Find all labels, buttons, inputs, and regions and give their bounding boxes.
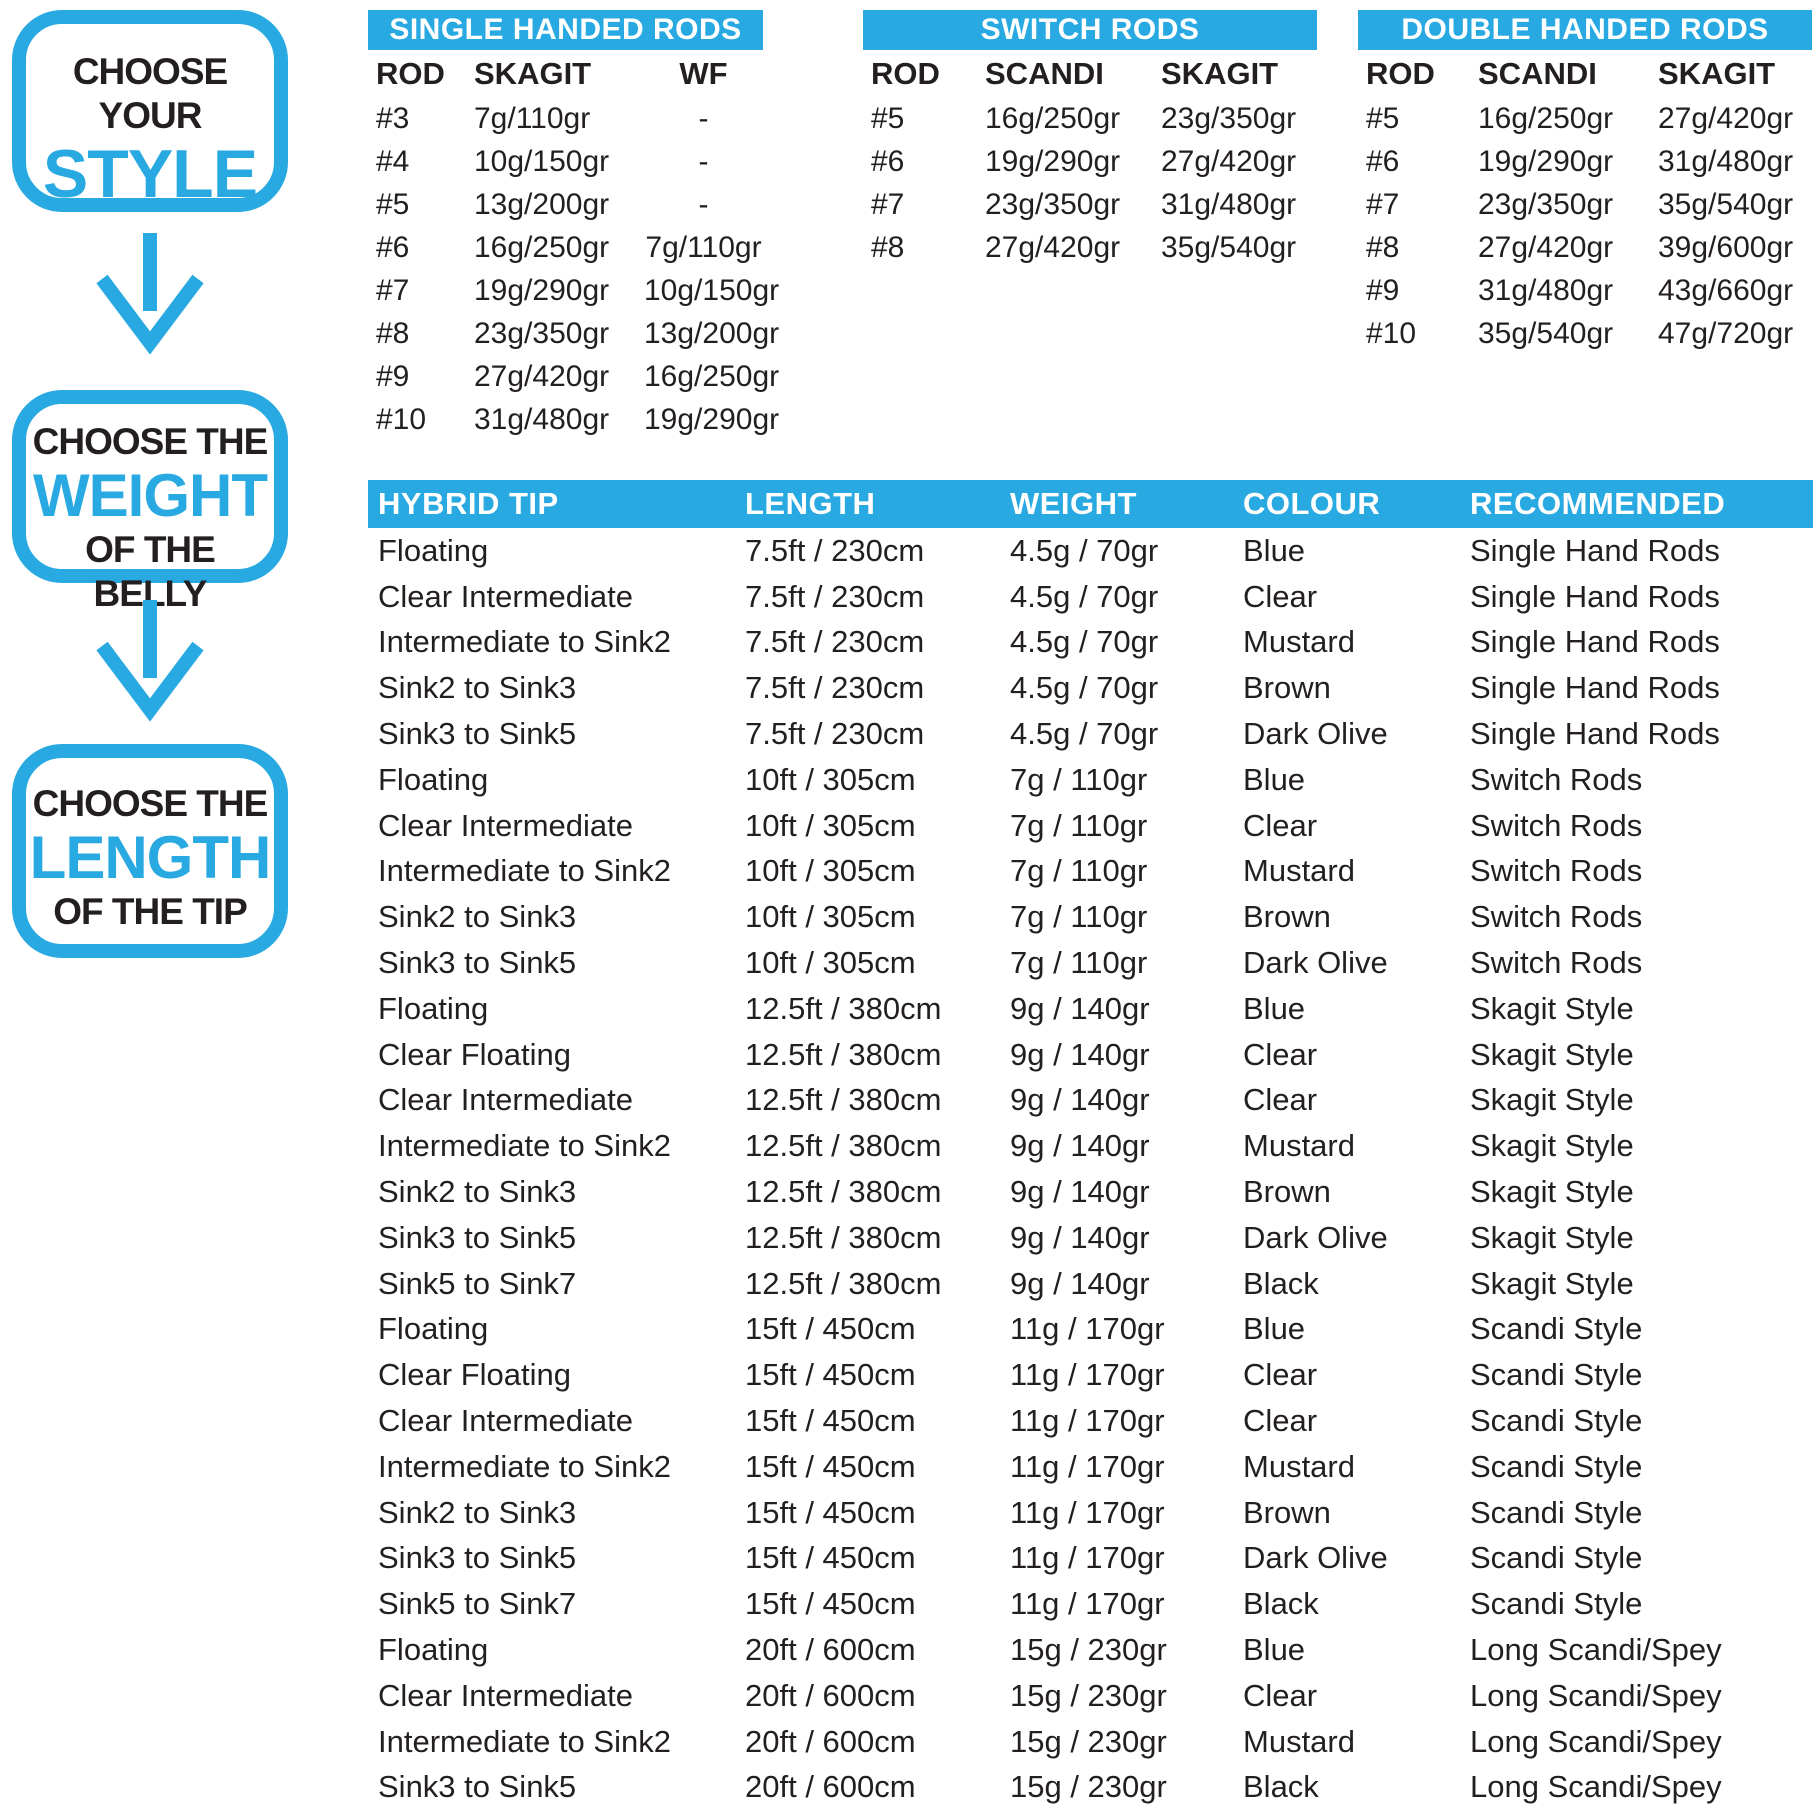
cell-wf: - <box>698 144 709 178</box>
cell-skagit: 27g/420gr <box>1161 144 1297 178</box>
cell-rod: #4 <box>376 144 410 178</box>
cell-rod: #10 <box>376 402 427 436</box>
table-row <box>368 528 1813 574</box>
table-body <box>368 528 1813 1810</box>
table-row <box>368 312 780 355</box>
cell-hybrid-tip: Sink2 to Sink3 <box>378 1174 577 1210</box>
table-body <box>368 97 780 441</box>
cell-colour: Blue <box>1243 761 1306 797</box>
cell-recommended: Scandi Style <box>1470 1448 1643 1484</box>
cell-hybrid-tip: Sink3 to Sink5 <box>378 1540 577 1576</box>
switch-rods-table <box>863 10 1317 269</box>
table-row <box>368 894 1813 940</box>
cell-length: 15ft / 450cm <box>745 1586 916 1622</box>
table-row <box>368 1627 1813 1673</box>
cell-length: 20ft / 600cm <box>745 1723 916 1759</box>
cell-hybrid-tip: Floating <box>378 990 489 1026</box>
single-handed-rods-table <box>368 10 780 441</box>
cell-weight: 4.5g / 70gr <box>1010 624 1159 660</box>
table-row <box>368 140 763 183</box>
table-row <box>1358 183 1812 226</box>
cell-hybrid-tip: Clear Intermediate <box>378 578 634 614</box>
cell-length: 20ft / 600cm <box>745 1632 916 1668</box>
cell-hybrid-tip: Clear Intermediate <box>378 807 634 843</box>
cell-colour: Brown <box>1243 670 1331 706</box>
cell-colour: Blue <box>1243 1632 1306 1668</box>
cell-wf: - <box>698 101 709 135</box>
column-header-length: LENGTH <box>745 486 876 521</box>
cell-colour: Dark Olive <box>1243 1219 1388 1255</box>
cell-scandi: 16g/250gr <box>1478 101 1614 135</box>
cell-weight: 4.5g / 70gr <box>1010 716 1159 752</box>
table-row <box>1358 97 1812 140</box>
cell-recommended: Single Hand Rods <box>1470 532 1720 568</box>
table-row <box>368 1215 1813 1261</box>
cell-colour: Dark Olive <box>1243 716 1388 752</box>
cell-recommended: Switch Rods <box>1470 899 1643 935</box>
cell-recommended: Switch Rods <box>1470 807 1643 843</box>
table-row <box>368 1536 1813 1582</box>
cell-recommended: Skagit Style <box>1470 1219 1634 1255</box>
cell-colour: Mustard <box>1243 624 1355 660</box>
cell-weight: 7g / 110gr <box>1010 853 1148 889</box>
cell-scandi: 31g/480gr <box>1478 273 1614 307</box>
cell-scandi: 35g/540gr <box>1478 316 1614 350</box>
cell-hybrid-tip: Sink5 to Sink7 <box>378 1265 577 1301</box>
cell-length: 10ft / 305cm <box>745 761 916 797</box>
cell-weight: 9g / 140gr <box>1010 990 1150 1026</box>
cell-recommended: Skagit Style <box>1470 1174 1634 1210</box>
step-box-style <box>12 10 288 212</box>
cell-hybrid-tip: Sink2 to Sink3 <box>378 1494 577 1530</box>
table-row <box>368 711 1813 757</box>
cell-scandi: 19g/290gr <box>1478 144 1614 178</box>
table-row <box>368 574 1813 620</box>
cell-length: 10ft / 305cm <box>745 853 916 889</box>
cell-recommended: Switch Rods <box>1470 761 1643 797</box>
cell-rod: #7 <box>376 273 410 307</box>
cell-hybrid-tip: Intermediate to Sink2 <box>378 1128 671 1164</box>
cell-colour: Dark Olive <box>1243 1540 1388 1576</box>
table-row <box>368 1719 1813 1765</box>
cell-length: 7.5ft / 230cm <box>745 578 925 614</box>
cell-scandi: 27g/420gr <box>985 230 1121 264</box>
cell-recommended: Single Hand Rods <box>1470 624 1720 660</box>
cell-recommended: Scandi Style <box>1470 1357 1643 1393</box>
cell-skagit: 31g/480gr <box>1161 187 1297 221</box>
double-handed-rods-table <box>1358 10 1812 355</box>
cell-weight: 11g / 170gr <box>1010 1586 1165 1622</box>
cell-length: 7.5ft / 230cm <box>745 716 925 752</box>
table-row <box>863 97 1317 140</box>
cell-colour: Clear <box>1243 1357 1318 1393</box>
cell-recommended: Scandi Style <box>1470 1403 1643 1439</box>
step-label: CHOOSE THE <box>32 783 268 824</box>
cell-scandi: 27g/420gr <box>1478 230 1614 264</box>
cell-hybrid-tip: Intermediate to Sink2 <box>378 1448 671 1484</box>
cell-length: 20ft / 600cm <box>745 1677 916 1713</box>
cell-weight: 11g / 170gr <box>1010 1357 1165 1393</box>
cell-length: 7.5ft / 230cm <box>745 670 925 706</box>
cell-hybrid-tip: Clear Floating <box>378 1357 571 1393</box>
column-header-skagit: SKAGIT <box>1658 55 1776 91</box>
cell-skagit: 35g/540gr <box>1161 230 1297 264</box>
table-body <box>1358 97 1812 355</box>
cell-weight: 11g / 170gr <box>1010 1540 1165 1576</box>
cell-length: 12.5ft / 380cm <box>745 1174 942 1210</box>
cell-weight: 9g / 140gr <box>1010 1174 1150 1210</box>
cell-weight: 7g / 110gr <box>1010 899 1148 935</box>
cell-skagit: 10g/150gr <box>474 144 610 178</box>
cell-skagit: 47g/720gr <box>1658 316 1794 350</box>
cell-weight: 4.5g / 70gr <box>1010 578 1159 614</box>
cell-recommended: Long Scandi/Spey <box>1470 1769 1722 1805</box>
cell-weight: 11g / 170gr <box>1010 1403 1165 1439</box>
step-highlight: WEIGHT <box>33 462 267 529</box>
cell-weight: 9g / 140gr <box>1010 1036 1150 1072</box>
table-header-row <box>1358 50 1812 97</box>
cell-weight: 9g / 140gr <box>1010 1265 1150 1301</box>
cell-length: 12.5ft / 380cm <box>745 990 942 1026</box>
table-row <box>368 97 763 140</box>
cell-rod: #3 <box>376 101 410 135</box>
table-row <box>368 1352 1813 1398</box>
cell-skagit: 13g/200gr <box>474 187 610 221</box>
cell-weight: 11g / 170gr <box>1010 1448 1165 1484</box>
cell-colour: Mustard <box>1243 1723 1355 1759</box>
cell-length: 12.5ft / 380cm <box>745 1265 942 1301</box>
cell-skagit: 31g/480gr <box>474 402 610 436</box>
step-box-length <box>12 744 288 958</box>
table-row <box>368 940 1813 986</box>
cell-hybrid-tip: Sink2 to Sink3 <box>378 670 577 706</box>
table-row <box>368 757 1813 803</box>
cell-length: 15ft / 450cm <box>745 1357 916 1393</box>
table-row <box>368 803 1813 849</box>
cell-hybrid-tip: Intermediate to Sink2 <box>378 624 671 660</box>
column-header-colour: COLOUR <box>1243 486 1381 521</box>
table-header-row <box>368 50 763 97</box>
cell-hybrid-tip: Sink3 to Sink5 <box>378 716 577 752</box>
cell-hybrid-tip: Intermediate to Sink2 <box>378 853 671 889</box>
column-header-skagit: SKAGIT <box>1161 55 1279 91</box>
cell-rod: #5 <box>376 187 410 221</box>
cell-hybrid-tip: Sink3 to Sink5 <box>378 945 577 981</box>
cell-hybrid-tip: Sink5 to Sink7 <box>378 1586 577 1622</box>
cell-weight: 15g / 230gr <box>1010 1769 1167 1805</box>
table-row <box>368 1444 1813 1490</box>
cell-length: 15ft / 450cm <box>745 1403 916 1439</box>
cell-colour: Mustard <box>1243 853 1355 889</box>
hybrid-tip-table <box>368 480 1813 1810</box>
cell-recommended: Scandi Style <box>1470 1586 1643 1622</box>
cell-length: 15ft / 450cm <box>745 1540 916 1576</box>
cell-rod: #9 <box>376 359 410 393</box>
cell-weight: 11g / 170gr <box>1010 1494 1165 1530</box>
table-row <box>368 849 1813 895</box>
cell-hybrid-tip: Floating <box>378 1632 489 1668</box>
table-row <box>368 355 780 398</box>
table-title: SINGLE HANDED RODS <box>368 10 763 50</box>
cell-hybrid-tip: Floating <box>378 1311 489 1347</box>
cell-colour: Black <box>1243 1586 1319 1622</box>
cell-colour: Blue <box>1243 1311 1306 1347</box>
cell-colour: Clear <box>1243 578 1318 614</box>
cell-colour: Brown <box>1243 1494 1331 1530</box>
table-row <box>1358 269 1812 312</box>
column-header-scandi: SCANDI <box>1478 55 1597 91</box>
cell-length: 15ft / 450cm <box>745 1311 916 1347</box>
cell-weight: 9g / 140gr <box>1010 1128 1150 1164</box>
table-header-row <box>368 480 1813 528</box>
table-header-row <box>863 50 1317 97</box>
cell-length: 15ft / 450cm <box>745 1448 916 1484</box>
cell-recommended: Long Scandi/Spey <box>1470 1677 1722 1713</box>
cell-length: 12.5ft / 380cm <box>745 1219 942 1255</box>
table-row <box>368 1078 1813 1124</box>
table-row <box>368 1398 1813 1444</box>
step-highlight: LENGTH <box>29 824 271 891</box>
cell-colour: Blue <box>1243 532 1306 568</box>
column-header-skagit: SKAGIT <box>474 55 592 91</box>
cell-recommended: Skagit Style <box>1470 1265 1634 1301</box>
cell-skagit: 43g/660gr <box>1658 273 1794 307</box>
cell-weight: 15g / 230gr <box>1010 1677 1167 1713</box>
cell-wf: 10g/150gr <box>644 273 780 307</box>
cell-skagit: 27g/420gr <box>1658 101 1794 135</box>
column-header-wf: WF <box>679 55 728 91</box>
cell-skagit: 35g/540gr <box>1658 187 1794 221</box>
table-row <box>863 226 1317 269</box>
cell-weight: 9g / 140gr <box>1010 1082 1150 1118</box>
cell-scandi: 23g/350gr <box>1478 187 1614 221</box>
cell-colour: Mustard <box>1243 1128 1355 1164</box>
cell-length: 7.5ft / 230cm <box>745 532 925 568</box>
table-row <box>368 620 1813 666</box>
cell-length: 12.5ft / 380cm <box>745 1128 942 1164</box>
cell-recommended: Single Hand Rods <box>1470 716 1720 752</box>
table-row <box>1358 226 1812 269</box>
table-row <box>368 986 1813 1032</box>
cell-length: 10ft / 305cm <box>745 899 916 935</box>
cell-rod: #8 <box>871 230 905 264</box>
cell-skagit: 16g/250gr <box>474 230 610 264</box>
cell-rod: #5 <box>1366 101 1400 135</box>
table-row <box>368 1673 1813 1719</box>
cell-rod: #6 <box>871 144 905 178</box>
table-row <box>368 1307 1813 1353</box>
cell-recommended: Skagit Style <box>1470 1036 1634 1072</box>
table-row <box>368 226 763 269</box>
column-header-rod: ROD <box>376 55 445 91</box>
cell-colour: Brown <box>1243 1174 1331 1210</box>
cell-rod: #8 <box>376 316 410 350</box>
cell-skagit: 19g/290gr <box>474 273 610 307</box>
step-highlight: STYLE <box>42 136 258 212</box>
cell-colour: Clear <box>1243 1403 1318 1439</box>
table-row <box>368 183 763 226</box>
table-row <box>368 1123 1813 1169</box>
table-row <box>1358 140 1812 183</box>
cell-recommended: Single Hand Rods <box>1470 578 1720 614</box>
cell-hybrid-tip: Clear Intermediate <box>378 1403 634 1439</box>
cell-rod: #9 <box>1366 273 1400 307</box>
down-arrow-icon <box>90 600 210 722</box>
cell-recommended: Switch Rods <box>1470 853 1643 889</box>
table-row <box>368 1581 1813 1627</box>
cell-weight: 7g / 110gr <box>1010 945 1148 981</box>
step-label: OF THE TIP <box>53 891 247 932</box>
cell-skagit: 23g/350gr <box>474 316 610 350</box>
cell-skagit: 23g/350gr <box>1161 101 1297 135</box>
cell-hybrid-tip: Sink3 to Sink5 <box>378 1219 577 1255</box>
cell-scandi: 23g/350gr <box>985 187 1121 221</box>
cell-recommended: Switch Rods <box>1470 945 1643 981</box>
step-label: CHOOSE THE <box>32 421 268 462</box>
cell-wf: 13g/200gr <box>644 316 780 350</box>
cell-length: 12.5ft / 380cm <box>745 1036 942 1072</box>
cell-weight: 4.5g / 70gr <box>1010 532 1159 568</box>
cell-length: 15ft / 450cm <box>745 1494 916 1530</box>
cell-recommended: Skagit Style <box>1470 1082 1634 1118</box>
down-arrow-icon <box>90 233 210 355</box>
table-row <box>368 1765 1813 1811</box>
step-label: OF THE BELLY <box>85 529 215 614</box>
cell-weight: 4.5g / 70gr <box>1010 670 1159 706</box>
cell-rod: #5 <box>871 101 905 135</box>
cell-wf: 19g/290gr <box>644 402 780 436</box>
column-header-scandi: SCANDI <box>985 55 1104 91</box>
cell-recommended: Single Hand Rods <box>1470 670 1720 706</box>
cell-colour: Clear <box>1243 807 1318 843</box>
table-row <box>863 140 1317 183</box>
cell-hybrid-tip: Clear Intermediate <box>378 1082 634 1118</box>
column-header-hybrid-tip: HYBRID TIP <box>378 486 559 521</box>
cell-weight: 9g / 140gr <box>1010 1219 1150 1255</box>
column-header-rod: ROD <box>1366 55 1435 91</box>
cell-length: 7.5ft / 230cm <box>745 624 925 660</box>
cell-skagit: 7g/110gr <box>474 101 591 135</box>
cell-recommended: Long Scandi/Spey <box>1470 1632 1722 1668</box>
cell-colour: Clear <box>1243 1082 1318 1118</box>
cell-colour: Mustard <box>1243 1448 1355 1484</box>
table-row <box>368 1261 1813 1307</box>
cell-recommended: Skagit Style <box>1470 990 1634 1026</box>
cell-colour: Brown <box>1243 899 1331 935</box>
cell-rod: #8 <box>1366 230 1400 264</box>
column-header-rod: ROD <box>871 55 940 91</box>
cell-skagit: 31g/480gr <box>1658 144 1794 178</box>
cell-colour: Dark Olive <box>1243 945 1388 981</box>
table-row <box>368 1490 1813 1536</box>
cell-colour: Black <box>1243 1769 1319 1805</box>
column-header-weight: WEIGHT <box>1010 486 1137 521</box>
cell-hybrid-tip: Sink2 to Sink3 <box>378 899 577 935</box>
cell-rod: #6 <box>376 230 410 264</box>
cell-colour: Clear <box>1243 1677 1318 1713</box>
cell-recommended: Scandi Style <box>1470 1311 1643 1347</box>
cell-colour: Clear <box>1243 1036 1318 1072</box>
cell-scandi: 16g/250gr <box>985 101 1121 135</box>
table-row <box>368 665 1813 711</box>
cell-hybrid-tip: Sink3 to Sink5 <box>378 1769 577 1805</box>
cell-weight: 15g / 230gr <box>1010 1723 1167 1759</box>
cell-colour: Blue <box>1243 990 1306 1026</box>
table-row <box>1358 312 1812 355</box>
table-row <box>863 183 1317 226</box>
cell-colour: Black <box>1243 1265 1319 1301</box>
cell-rod: #7 <box>871 187 905 221</box>
cell-recommended: Skagit Style <box>1470 1128 1634 1164</box>
cell-weight: 11g / 170gr <box>1010 1311 1165 1347</box>
cell-rod: #10 <box>1366 316 1417 350</box>
cell-scandi: 19g/290gr <box>985 144 1121 178</box>
cell-length: 10ft / 305cm <box>745 945 916 981</box>
table-row <box>368 398 780 441</box>
cell-skagit: 27g/420gr <box>474 359 610 393</box>
cell-weight: 7g / 110gr <box>1010 807 1148 843</box>
cell-hybrid-tip: Floating <box>378 532 489 568</box>
step-label: CHOOSE YOUR <box>72 51 228 136</box>
cell-weight: 15g / 230gr <box>1010 1632 1167 1668</box>
cell-hybrid-tip: Clear Intermediate <box>378 1677 634 1713</box>
cell-length: 12.5ft / 380cm <box>745 1082 942 1118</box>
table-row <box>368 1169 1813 1215</box>
table-row <box>368 269 780 312</box>
cell-length: 10ft / 305cm <box>745 807 916 843</box>
cell-rod: #7 <box>1366 187 1400 221</box>
cell-rod: #6 <box>1366 144 1400 178</box>
cell-recommended: Long Scandi/Spey <box>1470 1723 1722 1759</box>
table-title: SWITCH RODS <box>863 10 1317 50</box>
cell-length: 20ft / 600cm <box>745 1769 916 1805</box>
table-body <box>863 97 1317 269</box>
cell-wf: 7g/110gr <box>645 230 762 264</box>
table-title: DOUBLE HANDED RODS <box>1358 10 1812 50</box>
cell-hybrid-tip: Intermediate to Sink2 <box>378 1723 671 1759</box>
cell-wf: - <box>698 187 709 221</box>
cell-weight: 7g / 110gr <box>1010 761 1148 797</box>
cell-hybrid-tip: Floating <box>378 761 489 797</box>
table-row <box>368 1032 1813 1078</box>
cell-wf: 16g/250gr <box>644 359 780 393</box>
column-header-recommended: RECOMMENDED <box>1470 486 1726 521</box>
cell-skagit: 39g/600gr <box>1658 230 1794 264</box>
cell-recommended: Scandi Style <box>1470 1540 1643 1576</box>
cell-hybrid-tip: Clear Floating <box>378 1036 571 1072</box>
cell-recommended: Scandi Style <box>1470 1494 1643 1530</box>
step-box-weight <box>12 390 288 614</box>
